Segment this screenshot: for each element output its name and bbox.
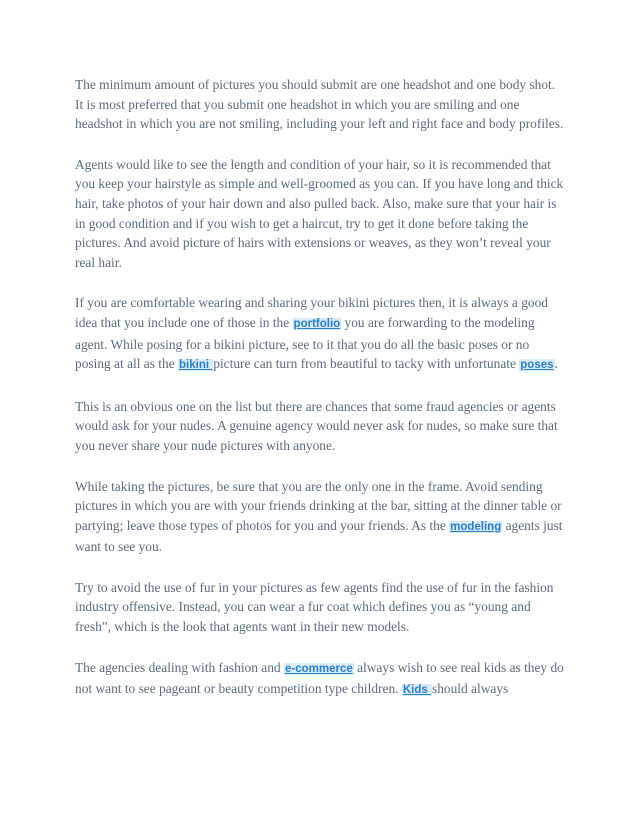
inline-link[interactable]: portfolio <box>293 317 341 330</box>
inline-link[interactable]: e-commerce <box>284 662 353 675</box>
inline-link[interactable]: poses <box>520 359 554 372</box>
paragraph <box>75 75 565 134</box>
document-body <box>75 75 565 722</box>
inline-link[interactable]: Kids <box>402 684 431 697</box>
paragraph-text: Agents would like to see the length and condition of your hair, so it is recommended that you keep your hairstyle as simple and well-groomed as you can. If you have long and thick hair, take photos of your hair down and also pulled back. Also, make sure that your hair is in good condition and if you wish to get a haircut, try to get it done before taking the pictures. And avoid picture of hairs with extensions or weaves, as they won’t reveal your real hair. <box>75 156 564 270</box>
inline-link[interactable]: bikini <box>179 359 213 372</box>
paragraph-text: you are forwarding to the modeling agent. While posing for a bikini picture, see to it that you do all the basic poses or no posing at all as the <box>75 314 535 372</box>
paragraph <box>75 658 565 701</box>
inline-link[interactable]: modeling <box>450 520 502 533</box>
paragraph-text: agents just want to see you. <box>75 517 563 555</box>
paragraph <box>75 477 565 557</box>
paragraph-text: If you are comfortable wearing and sharing your bikini pictures then, it is always a good idea that you include one of those in the <box>75 295 549 330</box>
paragraph <box>75 578 565 637</box>
paragraph-text: The agencies dealing with fashion and <box>75 659 284 675</box>
paragraph-text: picture can turn from beautiful to tacky with unfortunate <box>213 356 520 372</box>
paragraph-text: should always <box>431 681 509 697</box>
paragraph-text: The minimum amount of pictures you should submit are one headshot and one body shot. It is most preferred that you submit one headshot in which you are smiling and one headshot in which you are not smiling, including your left and right face and body profiles. <box>75 77 564 132</box>
paragraph <box>75 397 565 456</box>
paragraph-text: always wish to see real kids as they do not want to see pageant or beauty competition type children. <box>75 659 564 697</box>
paragraph-text: . <box>554 356 558 372</box>
paragraph <box>75 155 565 273</box>
paragraph-text: Try to avoid the use of fur in your pictures as few agents find the use of fur in the fashion industry offensive. Instead, you can wear a fur coat which defines you as “young and fresh”, which is the look that agents want in their new models. <box>75 579 554 635</box>
paragraph-text: This is an obvious one on the list but there are chances that some fraud agencies or agents would ask for your nudes. A genuine agency would never ask for nudes, so make sure that you never share your nude pictures with anyone. <box>75 398 558 453</box>
paragraph-text: While taking the pictures, be sure that you are the only one in the frame. Avoid sending pictures in which you are with your friends drinking at the bar, sitting at the dinner table or partying; leave those types of photos for you and your friends. As the <box>75 478 562 533</box>
paragraph <box>75 293 565 375</box>
